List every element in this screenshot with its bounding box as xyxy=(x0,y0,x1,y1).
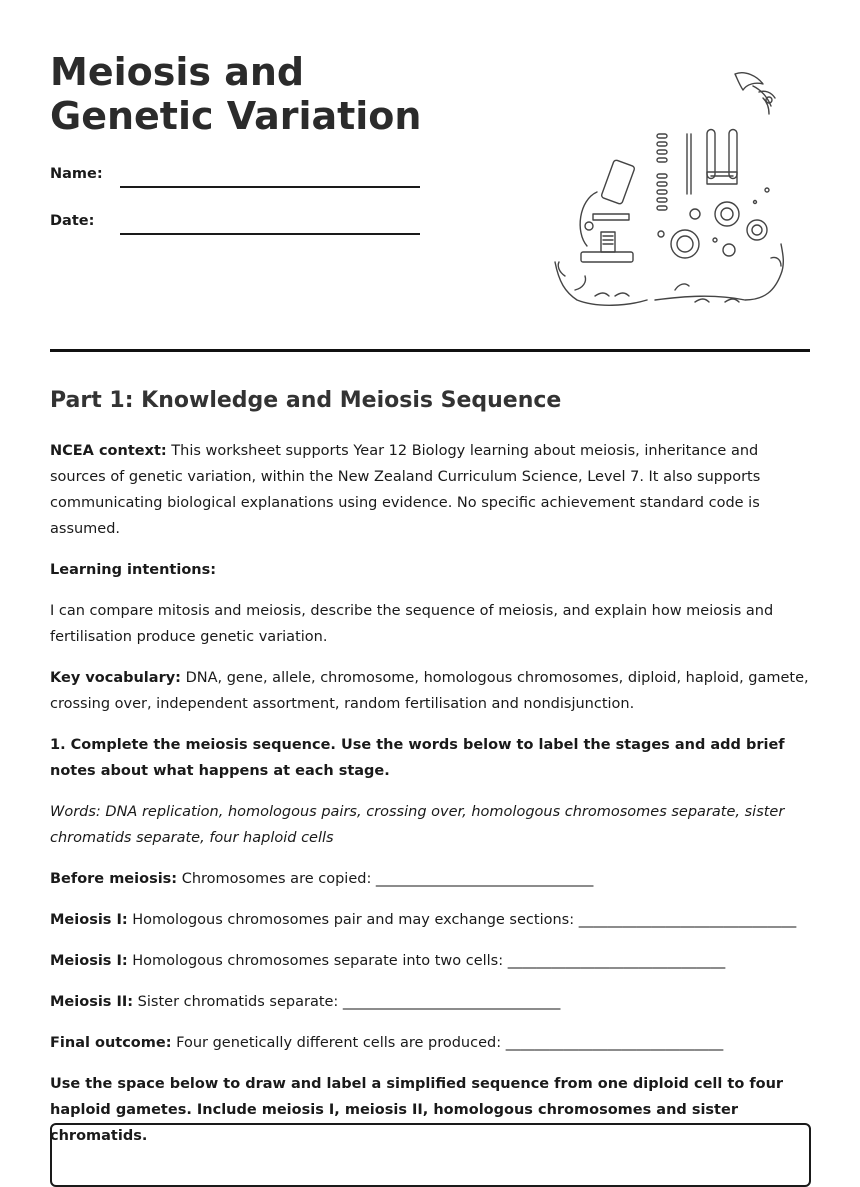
name-line[interactable] xyxy=(120,186,420,188)
vocab-label: Key vocabulary: xyxy=(50,670,181,686)
date-label: Date: xyxy=(50,213,95,229)
microscope-and-chromosomes-illustration xyxy=(545,62,795,317)
sequence-label: Before meiosis: xyxy=(50,871,178,887)
header-divider xyxy=(50,349,810,352)
ncea-context xyxy=(50,438,810,542)
name-label: Name: xyxy=(50,166,103,182)
ncea-text: This worksheet supports Year 12 Biology learning about meiosis, inheritance and sources of genetic variation, within the New Zealand Curriculum Science, Level 7. It also supports communicating biological explanations using evidence. No specific achievement standard code is assumed. xyxy=(50,443,761,537)
sequence-text: Four genetically different cells are produced: ______________________________ xyxy=(171,1035,724,1051)
sequence-label: Meiosis II: xyxy=(50,994,134,1010)
sequence-item[interactable] xyxy=(50,1030,810,1056)
key-vocabulary xyxy=(50,665,810,717)
chromosome-icons xyxy=(657,130,737,211)
leaf-icons xyxy=(555,244,783,305)
sequence-text: Sister chromatids separate: ______________________________ xyxy=(133,994,561,1010)
learning-intentions-label: Learning intentions: xyxy=(50,562,217,578)
bird-icon xyxy=(735,73,775,114)
learning-intentions-text: I can compare mitosis and meiosis, describe the sequence of meiosis, and explain how meiosis and fertilisation produce genetic variation. xyxy=(50,603,774,645)
question-1: 1. Complete the meiosis sequence. Use the words below to label the stages and add brief notes about what happens at each stage. xyxy=(50,737,785,779)
sequence-item[interactable] xyxy=(50,948,810,974)
date-field xyxy=(50,213,94,229)
sequence-label: Meiosis I: xyxy=(50,953,128,969)
worksheet-title: Meiosis and Genetic Variation xyxy=(50,50,422,138)
cell-icons xyxy=(658,188,769,258)
sequence-item[interactable] xyxy=(50,866,810,892)
sequence-item[interactable] xyxy=(50,907,810,933)
name-field xyxy=(50,166,103,182)
part1-content xyxy=(50,438,810,1149)
part1-heading: Part 1: Knowledge and Meiosis Sequence xyxy=(50,388,562,413)
sequence-label: Final outcome: xyxy=(50,1035,172,1051)
microscope-icon xyxy=(580,159,635,262)
drawing-answer-box[interactable] xyxy=(50,1123,811,1187)
draw-instruction: Use the space below to draw and label a simplified sequence from one diploid cell to four haploid gametes. Include meiosis I, meiosis II, homologous chromosomes and sister chromatids. xyxy=(50,1076,784,1144)
word-bank: Words: DNA replication, homologous pairs, crossing over, homologous chromosomes separate, sister chromatids separate, four haploid cells xyxy=(50,804,785,846)
sequence-label: Meiosis I: xyxy=(50,912,128,928)
sequence-text: Homologous chromosomes separate into two cells: ______________________________ xyxy=(127,953,726,969)
sequence-text: Homologous chromosomes pair and may exchange sections: ______________________________ xyxy=(127,912,797,928)
vocab-text: DNA, gene, allele, chromosome, homologous chromosomes, diploid, haploid, gamete, crossing over, independent assortment, random fertilisation and nondisjunction. xyxy=(50,670,809,712)
date-line[interactable] xyxy=(120,233,420,235)
sequence-item[interactable] xyxy=(50,989,810,1015)
sequence-text: Chromosomes are copied: ______________________________ xyxy=(177,871,594,887)
ncea-label: NCEA context: xyxy=(50,443,167,459)
